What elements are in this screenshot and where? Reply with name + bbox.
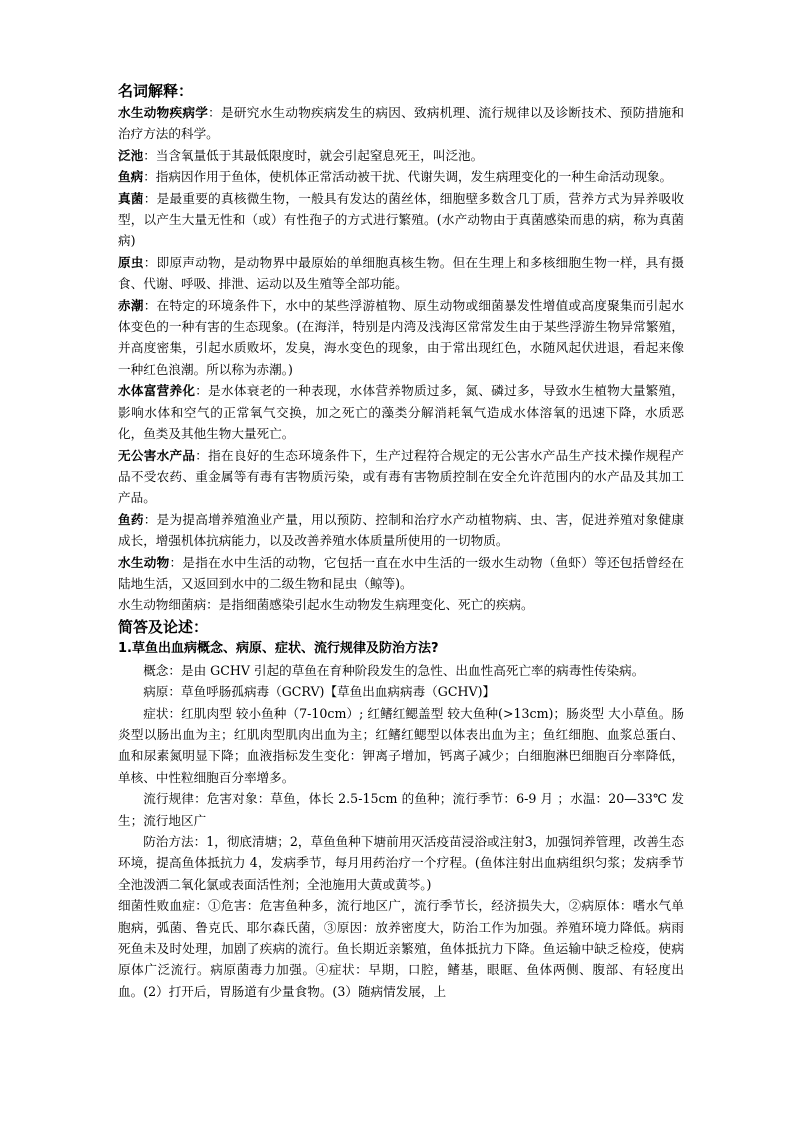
term-entry-plain: 水生动物细菌病：是指细菌感染引起水生动物发生病理变化、死亡的疾病。 [118,597,534,613]
term-name: 真菌 [118,190,144,206]
section-heading-questions: 简答及论述： [118,617,209,636]
term-definition: 是指在水中生活的动物，它包括一直在水中生活的一级水生动物（鱼虾）等还包括曾经在陆地生活，又返回到水中的二级生物和昆虫（鲸等)。 [118,554,685,591]
septicemia-paragraph: 细菌性败血症：①危害：危害鱼种多，流行地区广，流行季节长，经济损失大，②病原体：嗜水气单胞病，弧菌、鲁克氏、耶尔森氏菌，③原因：放养密度大，防治工作为加强。养殖环境力降低。病雨死鱼未及时处理，加剧了疾病的流行。鱼长期近亲繁殖，鱼体抵抗力下降。鱼运输中缺乏检疫，使病原体广泛流行。病原菌毒力加强。④症状：早期，口腔，鳍基，眼眶、鱼体两侧、腹部、有轻度出血。(2）打开后，胃肠道有少量食物。(3）随病情发展，上 [118,898,684,999]
term-entry: 泛池：当含氧量低于其最低限度时，就会引起窒息死王，叫泛池。 [118,147,484,163]
answer-symptoms: 症状：红肌肉型 较小鱼种（7-10cm）; 红鳍红鳃盖型 较大鱼种(>13cm)；肠炎型 大小草鱼。肠炎型以肠出血为主；红肌肉型肌肉出血为主；红鳍红鳃型以体表出血为主；鱼红细胞、血浆总蛋白、血和尿素氮明显下降；血液指标发生变化：钾离子增加，钙离子减少；白细胞淋巴细胞百分率降低，单核、中性粒细胞百分率增多。 [118,705,684,785]
term-definition: 是最重要的真核微生物，一般具有发达的菌丝体，细胞壁多数含几丁质，营养方式为异养吸收型，以产生大量无性和（或）有性孢子的方式进行繁殖。(水产动物由于真菌感染而患的病，称为真菌病) [118,190,685,249]
term-definition: 是为提高增养殖渔业产量，用以预防、控制和治疗水产动植物病、虫、害，促进养殖对象健康成长，增强机体抗病能力，以及改善养殖水体质量所使用的一切物质。 [118,511,685,549]
term-definition: 指在良好的生态环境条件下，生产过程符合规定的无公害水产品生产技术操作规程产品不受农药、重金属等有毒有害物质污染，或有毒有害物质控制在安全允许范围内的水产品及其加工产品。 [118,447,685,506]
term-name: 水生动物 [118,554,170,570]
question-title: 1.草鱼出血病概念、病原、症状、流行规律及防治方法? [118,640,439,656]
answer-concept: 概念：是由 GCHV 引起的草鱼在育种阶段发生的急性、出血性高死亡率的病毒性传染病。 [143,662,645,678]
term-name: 赤潮 [118,297,144,313]
term-entry: 水生动物：是指在水中生活的动物，它包括一直在水中生活的一级水生动物（鱼虾）等还包括曾经在陆地生活，又返回到水中的二级生物和昆虫（鲸等)。 [118,554,685,591]
term-name: 水生动物疾病学 [118,105,209,120]
term-entry: 原虫：即原声动物，是动物界中最原始的单细胞真核生物。但在生理上和多核细胞生物一样，具有摄食、代谢、呼吸、排泄、运动以及生殖等全部功能。 [118,254,685,292]
term-definition: 在特定的环境条件下，水中的某些浮游植物、原生动物或细菌暴发性增值或高度聚集而引起水体变色的一种有害的生态现象。(在海洋，特别是内湾及浅海区常常发生由于某些浮游生物异常繁殖，并高度密集，引起水质败坏，发臭，海水变色的现象，由于常出现红色，水随风起伏进退，看起来像一种红色浪潮。所以称为赤潮。) [118,297,685,377]
term-name: 无公害水产品 [118,447,196,463]
term-entry: 水生动物疾病学：是研究水生动物疾病发生的病因、致病机理、流行规律以及诊断技术、预防措施和治疗方法的科学。 [118,105,685,142]
term-definition: 当含氧量低于其最低限度时，就会引起窒息死王，叫泛池。 [155,147,484,163]
term-list [118,102,684,616]
term-name: 原虫 [118,254,144,270]
term-name: 水体富营养化 [118,383,196,399]
term-entry: 无公害水产品：指在良好的生态环境条件下，生产过程符合规定的无公害水产品生产技术操作规程产品不受农药、重金属等有毒有害物质污染，或有毒有害物质控制在安全允许范围内的水产品及其加工产品。 [118,447,685,506]
term-entry: 真菌：是最重要的真核微生物，一般具有发达的菌丝体，细胞壁多数含几丁质，营养方式为异养吸收型，以产生大量无性和（或）有性孢子的方式进行繁殖。(水产动物由于真菌感染而患的病，称为真菌病) [118,190,685,249]
term-name: 泛池 [118,147,144,163]
term-definition: 即原声动物，是动物界中最原始的单细胞真核生物。但在生理上和多核细胞生物一样，具有摄食、代谢、呼吸、排泄、运动以及生殖等全部功能。 [118,254,685,292]
section-heading-terms: 名词解释： [118,82,194,100]
term-entry: 水体富营养化：是水体衰老的一种表现，水体营养物质过多，氮、磷过多，导致水生植物大量繁殖，影响水体和空气的正常氧气交换，加之死亡的藻类分解消耗氧气造成水体溶氧的迅速下降，水质恶化，鱼类及其他生物大量死亡。 [118,383,685,442]
term-entry: 鱼病：指病因作用于鱼体，使机体正常活动被干扰、代谢失调，发生病理变化的一种生命活动现象。 [118,169,673,185]
term-definition: 是水体衰老的一种表现，水体营养物质过多，氮、磷过多，导致水生植物大量繁殖，影响水体和空气的正常氧气交换，加之死亡的藻类分解消耗氧气造成水体溶氧的迅速下降，水质恶化，鱼类及其他生物大量死亡。 [118,383,685,442]
term-name: 鱼药 [118,511,144,527]
answer-block [118,660,684,1003]
term-entry: 鱼药：是为提高增养殖渔业产量，用以预防、控制和治疗水产动植物病、虫、害，促进养殖对象健康成长，增强机体抗病能力，以及改善养殖水体质量所使用的一切物质。 [118,511,685,549]
answer-epidemiology: 流行规律：危害对象：草鱼，体长 2.5-15cm 的鱼种；流行季节：6-9 月 ；水温：20—33℃ 发生；流行地区广 [118,791,684,828]
term-name: 鱼病 [118,169,144,185]
term-entry: 赤潮：在特定的环境条件下，水中的某些浮游植物、原生动物或细菌暴发性增值或高度聚集而引起水体变色的一种有害的生态现象。(在海洋，特别是内湾及浅海区常常发生由于某些浮游生物异常繁殖，并高度密集，引起水质败坏，发臭，海水变色的现象，由于常出现红色，水随风起伏进退，看起来像一种红色浪潮。所以称为赤潮。) [118,297,685,377]
document-page [118,80,684,1002]
answer-pathogen: 病原：草鱼呼肠孤病毒（GCRV)【草鱼出血病病毒（GCHV)】 [143,684,496,700]
term-definition: 指病因作用于鱼体，使机体正常活动被干扰、代谢失调，发生病理变化的一种生命活动现象。 [155,169,673,185]
answer-prevention: 防治方法：1，彻底清塘；2，草鱼鱼种下塘前用灭活疫苗浸浴或注射3，加强饲养管理，改善生态环境，提高鱼体抵抗力 4，发病季节，每月用药治疗一个疗程。(鱼体注射出血病组织匀浆；发病季节全池泼洒二氧化氯或表面活性剂；全池施用大黄或黄芩。) [118,834,684,892]
term-definition: 是研究水生动物疾病发生的病因、致病机理、流行规律以及诊断技术、预防措施和治疗方法的科学。 [118,105,685,142]
